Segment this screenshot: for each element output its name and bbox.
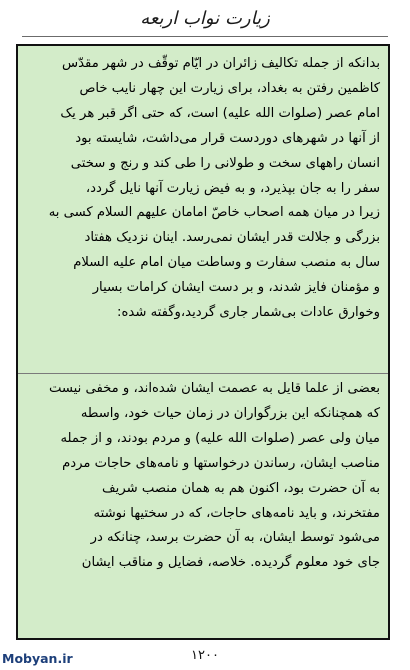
page-header-title: زیارت نواب اربعه bbox=[140, 8, 270, 29]
text-line: میان ولی عصر (صلوات الله علیه) و مردم بودند، و از جمله bbox=[60, 430, 380, 446]
text-line: سال به منصب سفارت و وساطت میان امام علیه السلام bbox=[73, 255, 380, 271]
text-line: زیرا در میان همه اصحاب خاصّ امامان علیهم السلام کسی به bbox=[48, 205, 380, 221]
paragraph-1 bbox=[26, 52, 380, 326]
site-brand-link[interactable]: Mobyan.ir bbox=[2, 651, 73, 666]
header-divider bbox=[22, 36, 388, 37]
text-line: می‌شود توسط ایشان، به آن حضرت برسد، چنانکه در bbox=[90, 530, 380, 546]
text-line: و مؤمنان فایز شدند، و بر دست ایشان کرامات بسیار bbox=[92, 280, 380, 296]
text-line: امام عصر (صلوات الله علیه) است، که حتی اگر قبر هر یک bbox=[60, 105, 380, 121]
page-number: ۱۲۰۰ bbox=[191, 648, 219, 663]
text-line: از آنها در شهرهای دوردست قرار می‌داشت، شایسته بود bbox=[75, 130, 380, 146]
text-line: جای خود معلوم گردیده. خلاصه، فضایل و مناقب ایشان bbox=[81, 555, 380, 571]
paragraph-divider bbox=[18, 373, 388, 374]
text-line: کاظمین رفتن به بغداد، برای زیارت این چهار نایب خاص bbox=[79, 80, 380, 96]
text-line: وخوارق عادات بی‌شمار جاری گردید،وگفته شده: bbox=[117, 305, 380, 321]
text-line: مناصب ایشان، رساندن درخواستها و نامه‌های حاجات مردم bbox=[62, 455, 380, 471]
text-line: بزرگی و جلالت قدر ایشان نمی‌رسد. اینان نزدیک هفتاد bbox=[84, 230, 380, 246]
text-line: به آن حضرت بود، اکنون هم به همان منصب شریف bbox=[102, 480, 380, 496]
text-line: که همچنانکه این بزرگواران در زمان حیات خود، واسطه bbox=[80, 405, 380, 421]
text-line: بدانکه از جمله تکالیف زائران در ایّام توقّف در شهر مقدّس bbox=[62, 56, 380, 71]
text-line: مفتخرند، و باید نامه‌های حاجات، که در سختیها نوشته bbox=[93, 505, 380, 521]
text-box bbox=[16, 44, 390, 640]
text-line: انسان راههای سخت و طولانی را طی کند و رنج و سختی bbox=[70, 155, 380, 171]
text-line: سفر را به جان بپذیرد، و به فیض زیارت آنها نایل گردد، bbox=[85, 180, 380, 196]
paragraph-2 bbox=[26, 377, 380, 576]
text-line: بعضی از علما قایل به عصمت ایشان شده‌اند، و مخفی نیست bbox=[48, 381, 380, 396]
